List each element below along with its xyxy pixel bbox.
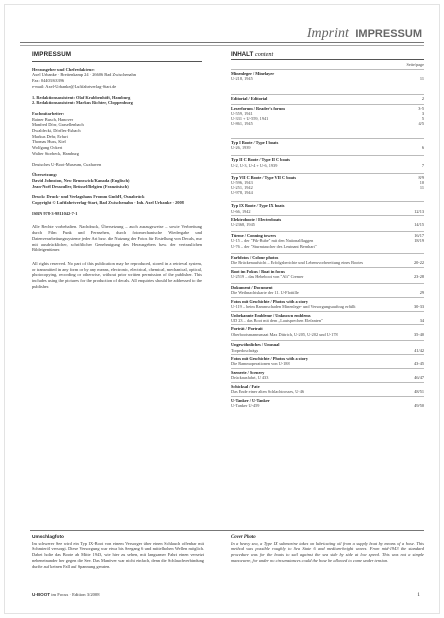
entry-description: UD 23 – das Boot mit dem „Lautsprechen Elefanten" (231, 317, 323, 323)
contents-entry (231, 69, 424, 82)
contents-heading-text: INHALT (231, 51, 254, 58)
entry-title: Ungewöhnliches / Unusual (231, 342, 280, 348)
advisor-item: Walter Storbeck, Hamburg (32, 150, 79, 156)
entry-description: Drückausfahrt, U 433 (231, 375, 269, 381)
advisor-item: Manfred Dörr, Grasellenbach (32, 122, 84, 128)
contents-entry (231, 231, 424, 249)
contents-entry (231, 267, 424, 280)
cover-heading-german: Umschlagfoto (32, 535, 64, 540)
contents-rule (231, 59, 424, 60)
entry-description: U-559, 1941 (231, 110, 253, 116)
contents-entry (231, 215, 424, 228)
copyright: Copyright © Luftfahrtverlag-Start, Bad Zwischenahn · Inh. Axel Urbanke · 2008 (32, 200, 184, 206)
contents-entry (231, 104, 424, 127)
header-rule-secondary (20, 45, 424, 46)
contents-entry (231, 283, 424, 296)
contents-entry (231, 382, 424, 395)
contents-entry (231, 297, 424, 310)
entry-page: 3 (421, 110, 424, 116)
entry-title: Dokument / Document (231, 284, 273, 290)
advisor-item: Rainer Busch, Hanover (32, 116, 74, 122)
advisor-item: Wolfgang Ockert (32, 145, 63, 151)
entry-description: U-76 – der "Sturmtaucher des Leutnant Bernhart" (231, 243, 317, 249)
entry-description: U-2519 – das Hebeboot von "Ali" Cremer (231, 274, 304, 280)
entry-description: U-861, 1945 (231, 121, 253, 127)
entry-page: 5 (421, 116, 424, 122)
entry-title: Szenerie / Scenery (231, 370, 265, 375)
publisher-label: Herausgeber und Chefredakteur: (32, 66, 95, 72)
impressum-column (32, 52, 202, 290)
publisher-line: Axel Urbanke · Breitenkamp 24 · 26606 Bad Zwischenahn (32, 72, 136, 78)
contents-entry (231, 311, 424, 324)
entry-description: Die Rammoperationen von U-188 (231, 361, 290, 367)
publisher-fax: Fax: 04403/63396 (32, 78, 65, 84)
entry-page: 11 (419, 76, 424, 82)
assistant-1: 1. Redaktionsassistent: Olaf Krabbenhöft, Hamburg (32, 94, 131, 100)
footer-magazine: U-BOOT (32, 592, 51, 597)
isbn: ISBN 978-3-9811042-7-1 (32, 210, 78, 216)
contents-entry (231, 201, 424, 214)
contents-column (231, 51, 424, 408)
cover-text-english: In a heavy sea, a Type IX submarine takes on lubricating oil from a supply boat by means of a hose. This method was possible roughly to Sea State 6 and medium-height waves. From mid-1943 the standard procedure was for the boats to sail against the sea side by side at low speed. This was not a simple manoeuvre, for under no circumstances could the hose be allowed to come under tension. (231, 540, 424, 563)
contents-entry (231, 253, 424, 266)
entry-title: U-Tanker / U-Tanker (231, 397, 270, 403)
entry-page: 2 (421, 96, 424, 102)
entry-title: Typ II C Boote / Type II C boats (231, 157, 290, 163)
entry-description: Die Brückenaufsicht – Erfolgsberichte und Lebensvorbereitung eines Bootes (231, 260, 364, 266)
cover-heading-english: Cover Photo (231, 535, 256, 540)
header-title: Imprint (306, 26, 349, 41)
entry-description: U-251, 1942 (231, 185, 253, 191)
contents-entry (231, 173, 424, 196)
publisher-email: e-mail: Axel-Urbanke@Luftfahrtverlag-Start.de (32, 83, 117, 89)
entry-page: 49/50 (414, 402, 424, 408)
contents-heading-italic: content (254, 51, 274, 58)
contents-heading (231, 52, 424, 57)
footer-edition: im Focus · Edition 3/2008 (51, 592, 100, 597)
rights-german: Alle Rechte vorbehalten. Nachdruck, Übersetzung – auch auszugsweise – sowie Verbreitung durch Film Funk und Fernsehen, durch fotomechanische Wiedergabe und Datenverarbeitungssysteme jeder Art bzw. die Nutzung der Fotos für Erstellung von Decals, nur mit ausdrücklicher, schriftlicher Genehmigung des Herausgebers bzw. der vertraulichen Bildeigentümer. (32, 224, 202, 253)
entry-title: Typ I Boote / Type I boats (231, 140, 279, 145)
advisor-item: Thomas Huss, Kiel (32, 139, 66, 145)
entry-description: Oberbootsmannsmaat Max Dittrich, U-205, U-202 und U-178 (231, 331, 338, 337)
page-header (307, 26, 422, 42)
entry-description: U-Tanker U-459 (231, 402, 260, 408)
entry-page: 46/47 (414, 375, 424, 381)
contents-entry (231, 155, 424, 168)
entry-page: 20-22 (413, 260, 424, 266)
entry-title: Boot im Fokus / Boat in focus (231, 268, 285, 274)
entry-title: Fotos mit Geschichte / Photos with a story (231, 298, 308, 304)
entry-description: U-2368, 1945 (231, 222, 255, 228)
advisors-label: Fachmitarbeiter: (32, 110, 65, 116)
cover-caption-german (32, 535, 204, 569)
entry-page: 34 (419, 317, 424, 323)
entry-page: 3-5 (418, 105, 424, 111)
entry-page: 18/19 (414, 238, 424, 244)
entry-page: 41/42 (414, 347, 424, 353)
cover-text-german: Im schwerer See wird ein Typ IX-Boot von einem Versorger über einen Schlauch offenbar mit Schmieröl versorgt. Diese Versorgung war etwa bis Seegang 6 und mittelhohen Wellen möglich. Dabei holte das Boote ab Mitte 1943, wie hier zu sehen, mit langsamer Fahrt einen versetzt nebeneinander her gegen die See. Das Manöver war nicht einfach, denn die Schlauchverbindung durfte auf keinen Fall auf Spannung geraten. (32, 540, 204, 569)
advisor-item: Markus Dehr, Erfurt (32, 133, 68, 139)
entry-title: Unbekannte Embleme / Unknown emblems (231, 312, 311, 318)
impressum-rule (32, 61, 202, 62)
entry-title: Typ VII C Boote / Type VII C boats (231, 174, 297, 180)
museum-credit: Deutsches U-Boot-Museum, Cuxhaven (32, 161, 102, 167)
entry-title: Elektroboote / Electroboats (231, 217, 282, 223)
contents-entry (231, 354, 424, 367)
entry-description: U-218, 1945 (231, 76, 253, 82)
bottom-rule (30, 530, 424, 531)
entry-description: U-978, 1944 (231, 190, 253, 196)
entry-title: Schicksal / Fate (231, 383, 260, 389)
translation-label: Übersetzung: (32, 172, 58, 178)
entry-description: U-119 – beim Rammschaden Minenlege- und Versorgungsauftrag erfüllt (231, 303, 356, 309)
entry-page: 8/9 (418, 174, 424, 180)
contents-entry (231, 396, 424, 409)
entry-page: 23-28 (413, 274, 424, 280)
advisor-item: Dwaldecki, Dörfles-Esbach (32, 128, 81, 134)
entry-page: 35-40 (413, 331, 424, 337)
cover-caption-english (231, 535, 424, 564)
entry-title: Fotos mit Geschichte / Photos with a story (231, 356, 308, 362)
entry-description: U-15 – der "Pik-Bube" mit den Nationalflaggen (231, 238, 314, 244)
contents-entry (231, 340, 424, 353)
page-column-label: Seite/page (406, 62, 424, 67)
contents-entry (231, 94, 424, 101)
header-subtitle: IMPRESSUM (355, 28, 422, 40)
entry-page: 7 (421, 162, 424, 168)
entry-title: Porträt / Portrait (231, 326, 263, 332)
entry-description: Das Ende einer alten Schlachtrosses, U-46 (231, 389, 305, 395)
entry-page: 30-33 (413, 303, 424, 309)
page-number: 1 (417, 592, 420, 598)
rights-english: All rights reserved. No part of this publication may be reproduced, stored in a retrieval system, or transmitted in any form or by any means, electronic, electrical, chemical, mechanical, optical, photocopying, recording or otherwise, without prior written permission of the publisher. This includes using the pictures for the production of decals. All enquiries should be addressed to the publisher. (32, 260, 202, 289)
assistant-2: 2. Redaktionsassistent: Markus Richter, Cloppenburg (32, 100, 133, 106)
entry-page: 10 (419, 179, 424, 185)
impressum-heading: IMPRESSUM (32, 51, 72, 58)
entry-description: U-26, 1939 (231, 145, 251, 151)
translator-2: Jean-Noël Dessouller, Brüssel/Belgien (Französisch) (32, 183, 129, 189)
entry-description: U-596, 1943 (231, 179, 253, 185)
entry-title: Leserforum / Reader's forum (231, 105, 285, 111)
entry-title: Minenleger / Minelayer (231, 71, 275, 76)
entry-page: 48/51 (414, 389, 424, 395)
entry-description: Torpedoschrägs (231, 347, 259, 353)
entry-description: U-331 + U-559, 1941 (231, 116, 269, 122)
entry-page: 6 (421, 145, 424, 151)
entry-title: Typ IX Boote / Type IX boats (231, 203, 285, 209)
entry-description: U-66, 1942 (231, 208, 251, 214)
entry-page: 16/17 (414, 233, 424, 239)
entry-title: Farbfotos / Colour photos (231, 255, 279, 260)
page-footer (32, 592, 100, 597)
contents-entry (231, 324, 424, 337)
entry-title: Türme / Conning towers (231, 233, 276, 239)
entry-page: 29 (419, 290, 424, 296)
entry-page: 12/13 (414, 208, 424, 214)
entry-description: Die Weihnachtskarte der 11. U-Flottille (231, 290, 299, 296)
entry-page: 43-45 (413, 361, 424, 367)
contents-entry (231, 138, 424, 151)
entry-title: Editorial / Editorial (231, 96, 268, 102)
entry-description: U-2, U-3, U-4 + U-6, 1939 (231, 162, 278, 168)
entry-page: 14/15 (414, 222, 424, 228)
entry-page: 11 (419, 185, 424, 191)
header-rule (20, 42, 424, 43)
translator-1: David Johnston, New Brunswick/Kanada (Englisch) (32, 177, 130, 183)
print-credit: Druck: Druck- und Verlagshaus Fromm GmbH, Osnabrück (32, 194, 145, 200)
entry-page: 4/5 (418, 121, 424, 127)
contents-entry (231, 368, 424, 381)
